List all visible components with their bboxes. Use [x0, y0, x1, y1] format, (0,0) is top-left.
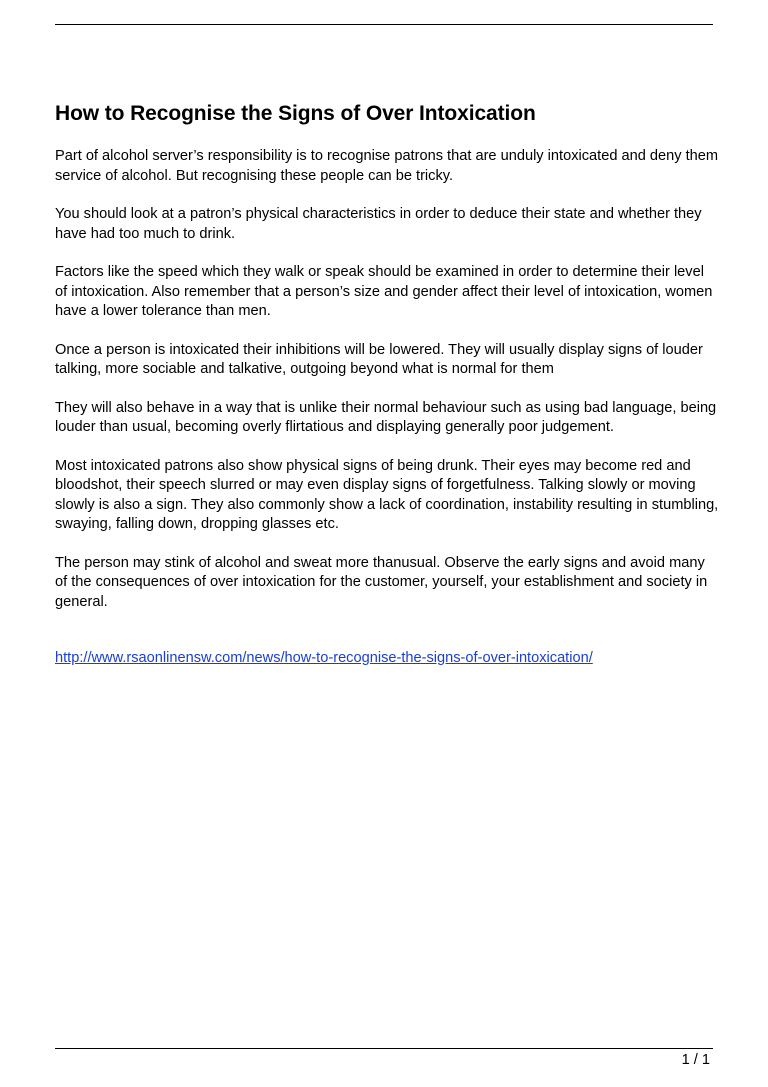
document-title: How to Recognise the Signs of Over Intoxication	[55, 102, 536, 125]
document-body	[55, 98, 720, 669]
paragraph-5: They will also behave in a way that is unlike their normal behaviour such as using bad language, being louder than usual, becoming overly flirtatious and displaying generally poor judgement.	[55, 399, 717, 435]
paragraph-4: Once a person is intoxicated their inhibitions will be lowered. They will usually display signs of louder talking, more sociable and talkative, outgoing beyond what is normal for them	[55, 341, 703, 377]
page-number: 1 / 1	[681, 1052, 710, 1068]
paragraph-2: You should look at a patron’s physical characteristics in order to deduce their state and whether they have had too much to drink.	[55, 206, 702, 242]
header-rule	[55, 24, 713, 25]
paragraph-3: Factors like the speed which they walk or speak should be examined in order to determine their level of intoxication. Also remember that a person’s size and gender affect their level of intoxication, women have a lower tolerance than men.	[55, 264, 713, 319]
source-link[interactable]: http://www.rsaonlinensw.com/news/how-to-recognise-the-signs-of-over-intoxication/	[55, 650, 593, 666]
paragraph-7: The person may stink of alcohol and sweat more thanusual. Observe the early signs and avoid many of the consequences of over intoxication for the customer, yourself, your establishment and society in general.	[55, 554, 708, 610]
footer-rule	[55, 1048, 713, 1049]
paragraph-1: Part of alcohol server’s responsibility is to recognise patrons that are unduly intoxicated and deny them service of alcohol. But recognising these people can be tricky.	[55, 148, 719, 184]
paragraph-6: Most intoxicated patrons also show physical signs of being drunk. Their eyes may become red and bloodshot, their speech slurred or may even display signs of forgetfulness. Talking slowly or moving slowly is also a sign. They also commonly show a lack of coordination, instability resulting in stumbling, swaying, falling down, dropping glasses etc.	[55, 457, 719, 532]
